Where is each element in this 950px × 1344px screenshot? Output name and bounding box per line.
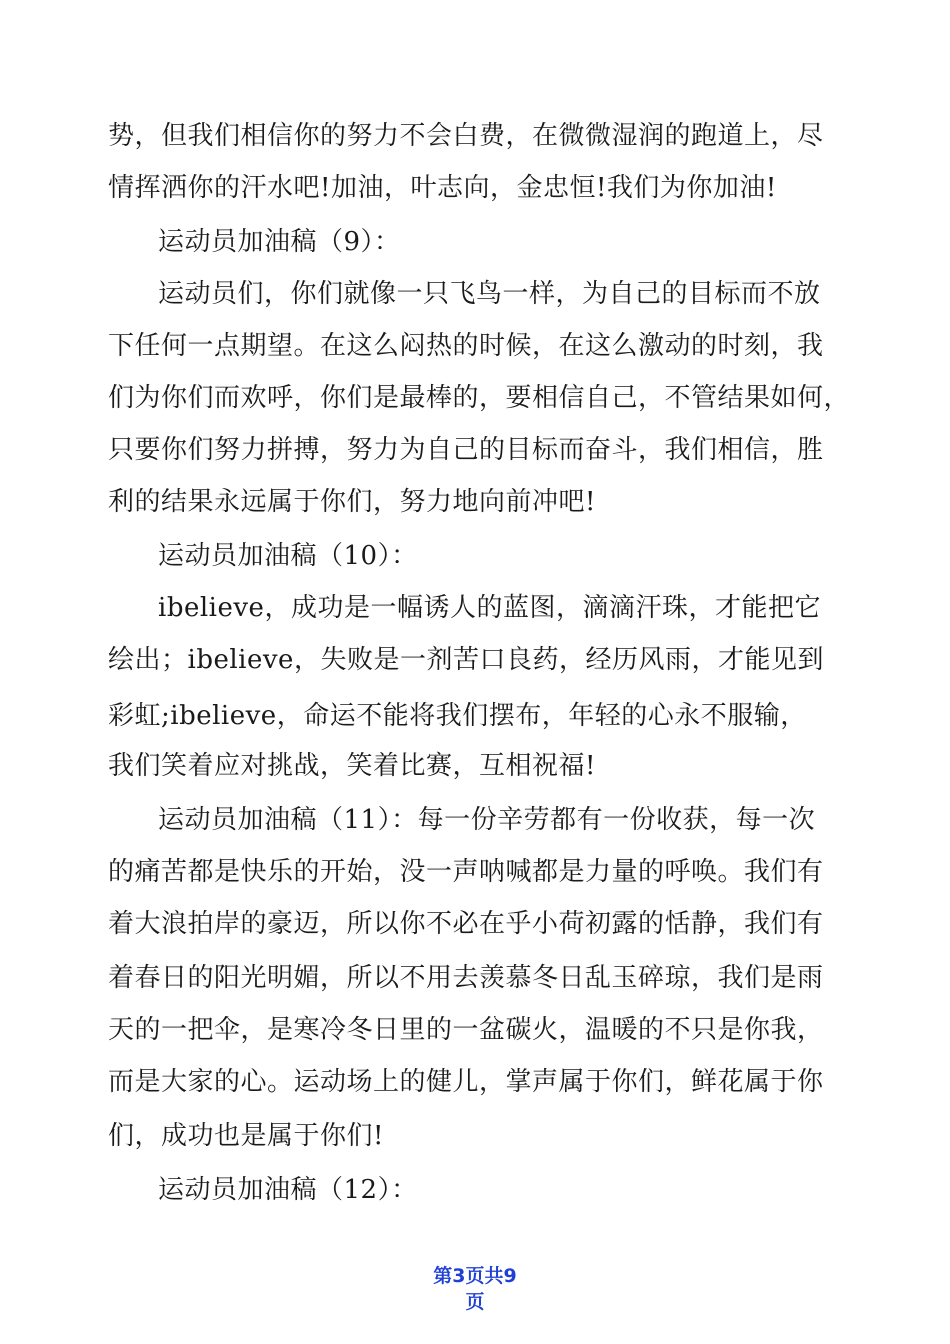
text-line: 我们笑着应对挑战，笑着比赛，互相祝福! xyxy=(108,751,596,781)
text-line: 们，成功也是属于你们! xyxy=(108,1121,384,1151)
section-heading: 运动员加油稿（9）： xyxy=(158,227,401,257)
text-line: ibelieve，成功是一幅诱人的蓝图，滴滴汗珠，才能把它 xyxy=(158,593,821,623)
text-line: 彩虹;ibelieve，命运不能将我们摆布，年轻的心永不服输， xyxy=(108,701,807,731)
text-line: 运动员们，你们就像一只飞鸟一样，为自己的目标而不放 xyxy=(158,279,821,309)
section-heading: 运动员加油稿（12）： xyxy=(158,1175,418,1205)
page-number: 第3页共9 xyxy=(433,1265,517,1287)
text-line: 着春日的阳光明媚，所以不用去羡慕冬日乱玉碎琼，我们是雨 xyxy=(108,963,824,993)
text-line: 天的一把伞，是寒冷冬日里的一盆碳火，温暖的不只是你我， xyxy=(108,1015,824,1045)
text-line: 们为你们而欢呼，你们是最棒的，要相信自己，不管结果如何， xyxy=(108,383,851,413)
text-line: 着大浪拍岸的豪迈，所以你不必在乎小荷初露的恬静，我们有 xyxy=(108,909,824,939)
section-heading: 运动员加油稿（10）： xyxy=(158,541,418,571)
section-heading: 运动员加油稿（11）：每一份辛劳都有一份收获，每一次 xyxy=(158,805,816,835)
text-line: 绘出；ibelieve，失败是一剂苦口良药，经历风雨，才能见到 xyxy=(108,645,824,675)
text-line: 情挥洒你的汗水吧!加油，叶志向，金忠恒!我们为你加油! xyxy=(108,173,777,203)
text-line: 势，但我们相信你的努力不会白费，在微微湿润的跑道上，尽 xyxy=(108,121,824,151)
text-line: 而是大家的心。运动场上的健儿，掌声属于你们，鲜花属于你 xyxy=(108,1067,824,1097)
text-line: 下任何一点期望。在这么闷热的时候，在这么激动的时刻，我 xyxy=(108,331,824,361)
text-line: 利的结果永远属于你们，努力地向前冲吧! xyxy=(108,487,596,517)
text-line: 只要你们努力拼搏，努力为自己的目标而奋斗，我们相信，胜 xyxy=(108,435,824,465)
text-line: 的痛苦都是快乐的开始，没一声呐喊都是力量的呼唤。我们有 xyxy=(108,857,824,887)
page-number-suffix: 页 xyxy=(465,1291,485,1313)
